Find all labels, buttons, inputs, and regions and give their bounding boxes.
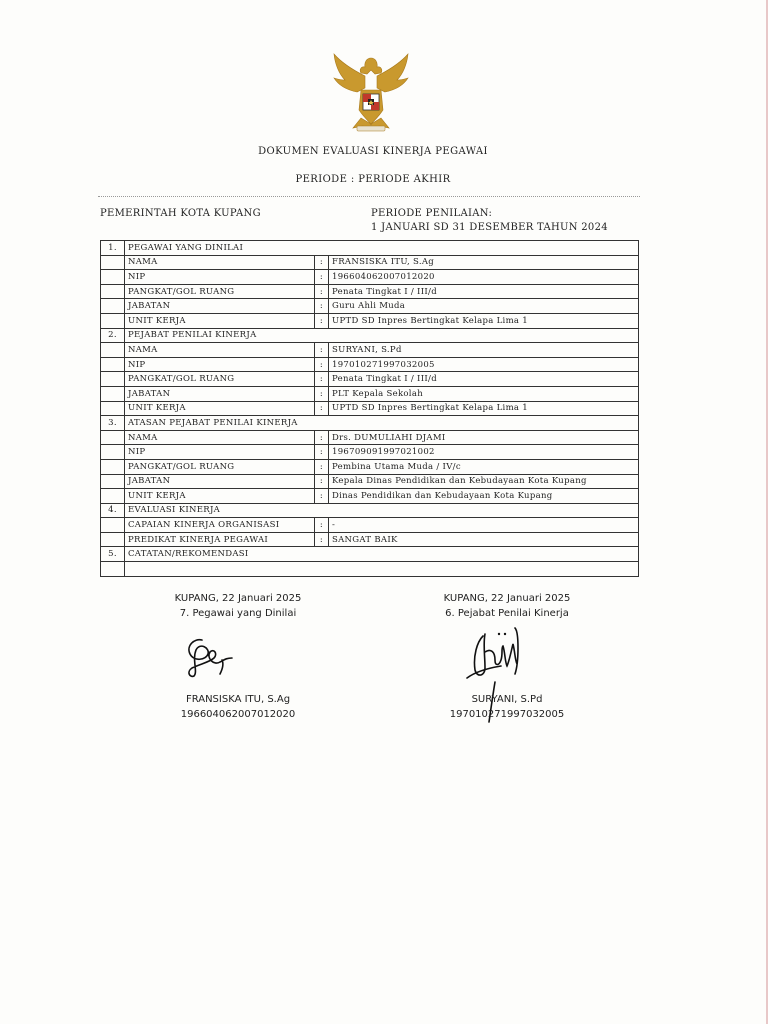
row-label: NAMA	[125, 343, 315, 358]
table-row	[101, 386, 639, 401]
row-value: Guru Ahli Muda	[329, 299, 639, 314]
section-number: 2.	[101, 328, 125, 343]
number-spacer	[101, 401, 125, 416]
number-spacer	[101, 532, 125, 547]
table-row	[101, 474, 639, 489]
row-value: Penata Tingkat I / III/d	[329, 284, 639, 299]
section-number: 5.	[101, 547, 125, 562]
row-label: UNIT KERJA	[125, 313, 315, 328]
garuda-emblem-icon	[331, 52, 411, 134]
row-value: FRANSISKA ITU, S.Ag	[329, 255, 639, 270]
section-number: 3.	[101, 416, 125, 431]
number-spacer	[101, 270, 125, 285]
document-period: PERIODE : PERIODE AKHIR	[295, 174, 451, 185]
table-row	[101, 270, 639, 285]
row-colon: :	[315, 313, 329, 328]
row-colon: :	[315, 386, 329, 401]
table-row	[101, 518, 639, 533]
row-label: NAMA	[125, 430, 315, 445]
number-spacer	[101, 255, 125, 270]
divider	[98, 196, 640, 197]
number-spacer	[101, 386, 125, 401]
row-value: SANGAT BAIK	[329, 532, 639, 547]
row-label: UNIT KERJA	[125, 401, 315, 416]
row-colon: :	[315, 532, 329, 547]
right-signature-name: SURYANI, S.Pd	[471, 694, 543, 705]
row-value: 196604062007012020	[329, 270, 639, 285]
table-row	[101, 372, 639, 387]
left-signature-place-date: KUPANG, 22 Januari 2025	[174, 593, 302, 604]
row-value: 197010271997032005	[329, 357, 639, 372]
number-spacer	[101, 518, 125, 533]
row-colon: :	[315, 459, 329, 474]
section-header-row	[101, 241, 639, 256]
row-colon: :	[315, 401, 329, 416]
number-spacer	[101, 284, 125, 299]
right-signature-role: 6. Pejabat Penilai Kinerja	[445, 608, 569, 619]
row-value: UPTD SD Inpres Bertingkat Kelapa Lima 1	[329, 401, 639, 416]
row-label: PANGKAT/GOL RUANG	[125, 372, 315, 387]
number-spacer	[101, 459, 125, 474]
section-header-row	[101, 416, 639, 431]
number-spacer	[101, 372, 125, 387]
table-row	[101, 430, 639, 445]
table-row	[101, 401, 639, 416]
number-spacer	[101, 489, 125, 504]
document-title: DOKUMEN EVALUASI KINERJA PEGAWAI	[258, 146, 488, 157]
left-signature-nip: 196604062007012020	[180, 709, 296, 720]
row-value: Dinas Pendidikan dan Kebudayaan Kota Kupang	[329, 489, 639, 504]
row-label: PANGKAT/GOL RUANG	[125, 459, 315, 474]
row-value: 196709091997021002	[329, 445, 639, 460]
table-row	[101, 255, 639, 270]
section-heading: ATASAN PEJABAT PENILAI KINERJA	[125, 416, 639, 431]
row-value: SURYANI, S.Pd	[329, 343, 639, 358]
assessment-period-label: PERIODE PENILAIAN:	[371, 208, 493, 219]
row-label: NAMA	[125, 255, 315, 270]
notes-area	[125, 562, 639, 577]
row-colon: :	[315, 430, 329, 445]
row-label: PREDIKAT KINERJA PEGAWAI	[125, 532, 315, 547]
table-row	[101, 459, 639, 474]
row-colon: :	[315, 357, 329, 372]
row-value: Penata Tingkat I / III/d	[329, 372, 639, 387]
row-value: Kepala Dinas Pendidikan dan Kebudayaan Kota Kupang	[329, 474, 639, 489]
section-header-row	[101, 547, 639, 562]
government-name: PEMERINTAH KOTA KUPANG	[100, 208, 261, 219]
section-heading: EVALUASI KINERJA	[125, 503, 639, 518]
table-row	[101, 299, 639, 314]
empty-notes-row	[101, 562, 639, 577]
number-spacer	[101, 562, 125, 577]
row-label: UNIT KERJA	[125, 489, 315, 504]
assessment-period-value: 1 JANUARI SD 31 DESEMBER TAHUN 2024	[371, 222, 608, 233]
right-signature-place-date: KUPANG, 22 Januari 2025	[443, 593, 571, 604]
number-spacer	[101, 343, 125, 358]
row-colon: :	[315, 299, 329, 314]
row-label: NIP	[125, 270, 315, 285]
row-colon: :	[315, 255, 329, 270]
section-header-row	[101, 328, 639, 343]
section-heading: CATATAN/REKOMENDASI	[125, 547, 639, 562]
row-colon: :	[315, 270, 329, 285]
row-colon: :	[315, 284, 329, 299]
section-heading: PEGAWAI YANG DINILAI	[125, 241, 639, 256]
section-number: 1.	[101, 241, 125, 256]
row-colon: :	[315, 343, 329, 358]
row-value: Pembina Utama Muda / IV/c	[329, 459, 639, 474]
number-spacer	[101, 474, 125, 489]
number-spacer	[101, 299, 125, 314]
row-label: NIP	[125, 445, 315, 460]
table-row	[101, 357, 639, 372]
row-value: -	[329, 518, 639, 533]
row-colon: :	[315, 518, 329, 533]
row-colon: :	[315, 372, 329, 387]
row-value: Drs. DUMULIAHI DJAMI	[329, 430, 639, 445]
table-row	[101, 313, 639, 328]
row-colon: :	[315, 489, 329, 504]
number-spacer	[101, 430, 125, 445]
left-signature-role: 7. Pegawai yang Dinilai	[179, 608, 297, 619]
table-row	[101, 489, 639, 504]
left-handwritten-signature	[180, 632, 240, 680]
evaluation-table	[100, 240, 639, 577]
number-spacer	[101, 357, 125, 372]
number-spacer	[101, 445, 125, 460]
table-row	[101, 343, 639, 358]
section-header-row	[101, 503, 639, 518]
row-value: PLT Kepala Sekolah	[329, 386, 639, 401]
row-colon: :	[315, 474, 329, 489]
row-label: JABATAN	[125, 386, 315, 401]
row-colon: :	[315, 445, 329, 460]
table-row	[101, 532, 639, 547]
row-label: JABATAN	[125, 474, 315, 489]
left-signature-name: FRANSISKA ITU, S.Ag	[185, 694, 291, 705]
number-spacer	[101, 313, 125, 328]
row-label: CAPAIAN KINERJA ORGANISASI	[125, 518, 315, 533]
section-number: 4.	[101, 503, 125, 518]
right-signature-nip: 197010271997032005	[449, 709, 565, 720]
row-label: NIP	[125, 357, 315, 372]
row-value: UPTD SD Inpres Bertingkat Kelapa Lima 1	[329, 313, 639, 328]
table-row	[101, 445, 639, 460]
section-heading: PEJABAT PENILAI KINERJA	[125, 328, 639, 343]
row-label: PANGKAT/GOL RUANG	[125, 284, 315, 299]
row-label: JABATAN	[125, 299, 315, 314]
table-row	[101, 284, 639, 299]
